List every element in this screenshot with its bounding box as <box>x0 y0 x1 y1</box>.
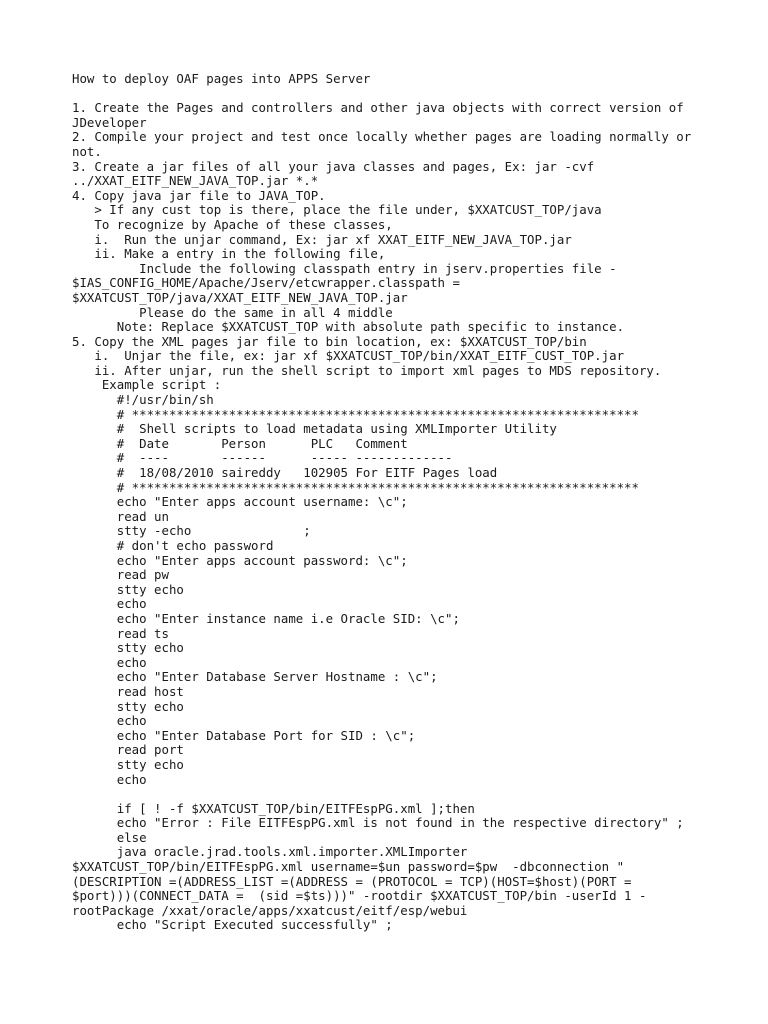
document-line: (DESCRIPTION =(ADDRESS_LIST =(ADDRESS = (PROTOCOL = TCP)(HOST=$host)(PORT = <box>72 873 632 889</box>
document-line: echo "Enter apps account password: \c"; <box>72 552 408 568</box>
document-line: echo "Enter Database Server Hostname : \c"; <box>72 669 438 685</box>
document-line: > If any cust top is there, place the file under, $XXATCUST_TOP/java <box>72 202 602 218</box>
document-title: How to deploy OAF pages into APPS Server <box>72 71 371 86</box>
document-line: Please do the same in all 4 middle <box>72 304 393 320</box>
document-line: #!/usr/bin/sh <box>72 392 214 408</box>
document-line: Include the following classpath entry in jserv.properties file - <box>72 260 617 276</box>
document-line: read ts <box>72 625 169 641</box>
document-line: 5. Copy the XML pages jar file to bin location, ex: $XXATCUST_TOP/bin <box>72 333 587 349</box>
document-line: 4. Copy java jar file to JAVA_TOP. <box>72 187 326 203</box>
document-line: not. <box>72 143 102 159</box>
document-line: echo <box>72 596 147 612</box>
document-line: $IAS_CONFIG_HOME/Apache/Jserv/etcwrapper.classpath = <box>72 275 460 291</box>
document-line: JDeveloper <box>72 114 147 130</box>
document-line: ii. After unjar, run the shell script to import xml pages to MDS repository. <box>72 362 662 378</box>
document-line: i. Unjar the file, ex: jar xf $XXATCUST_TOP/bin/XXAT_EITF_CUST_TOP.jar <box>72 348 625 364</box>
document-line: echo "Enter instance name i.e Oracle SID: \c"; <box>72 610 460 626</box>
document-line: stty echo <box>72 640 184 656</box>
document-line: else <box>72 829 147 845</box>
document-line: echo <box>72 713 147 729</box>
document-line: # ******************************************************************** <box>72 406 639 422</box>
document-line: echo "Enter apps account username: \c"; <box>72 494 408 510</box>
document-line: Note: Replace $XXATCUST_TOP with absolute path specific to instance. <box>72 319 625 335</box>
document-line: ../XXAT_EITF_NEW_JAVA_TOP.jar *.* <box>72 173 319 189</box>
document-line: read un <box>72 508 169 524</box>
document-line: To recognize by Apache of these classes, <box>72 216 393 232</box>
document-line: echo "Enter Database Port for SID : \c"; <box>72 727 416 743</box>
document-line: $XXATCUST_TOP/bin/EITFEspPG.xml username=$un password=$pw -dbconnection " <box>72 859 625 875</box>
document-line <box>72 787 712 802</box>
document-line: read host <box>72 683 184 699</box>
document-line: # 18/08/2010 saireddy 102905 For EITF Pages load <box>72 465 498 481</box>
document-line: if [ ! -f $XXATCUST_TOP/bin/EITFEspPG.xml ];then <box>72 800 475 816</box>
document-line: 2. Compile your project and test once locally whether pages are loading normally or <box>72 129 692 145</box>
document-line: read pw <box>72 567 169 583</box>
document-line: $XXATCUST_TOP/java/XXAT_EITF_NEW_JAVA_TOP.jar <box>72 289 408 305</box>
document-line: stty echo <box>72 581 184 597</box>
document-line: read port <box>72 742 184 758</box>
document-line: stty echo <box>72 698 184 714</box>
document-line: i. Run the unjar command, Ex: jar xf XXAT_EITF_NEW_JAVA_TOP.jar <box>72 231 572 247</box>
document-line: # Date Person PLC Comment <box>72 435 408 451</box>
document-line: stty echo <box>72 756 184 772</box>
document-line: $port)))(CONNECT_DATA = (sid =$ts)))" -rootdir $XXATCUST_TOP/bin -userId 1 - <box>72 888 647 904</box>
document-lines <box>72 101 712 933</box>
document-line: 3. Create a jar files of all your java classes and pages, Ex: jar -cvf <box>72 158 595 174</box>
document-line: stty -echo ; <box>72 523 311 539</box>
document-line: Example script : <box>72 377 222 393</box>
document-line: echo "Script Executed successfully" ; <box>72 917 393 933</box>
document-body <box>72 72 712 933</box>
document-line: # ******************************************************************** <box>72 479 639 495</box>
document-line: echo <box>72 654 147 670</box>
document-line: # Shell scripts to load metadata using XMLImporter Utility <box>72 421 557 437</box>
document-line: echo <box>72 771 147 787</box>
document-line: java oracle.jrad.tools.xml.importer.XMLImporter <box>72 844 468 860</box>
document-line: 1. Create the Pages and controllers and other java objects with correct version of <box>72 100 684 116</box>
document-line: rootPackage /xxat/oracle/apps/xxatcust/eitf/esp/webui <box>72 902 468 918</box>
document-line: # ---- ------ ----- ------------- <box>72 450 453 466</box>
document-line: echo "Error : File EITFEspPG.xml is not found in the respective directory" ; <box>72 815 684 831</box>
document-line: ii. Make a entry in the following file, <box>72 246 386 262</box>
document-line: # don't echo password <box>72 538 274 553</box>
